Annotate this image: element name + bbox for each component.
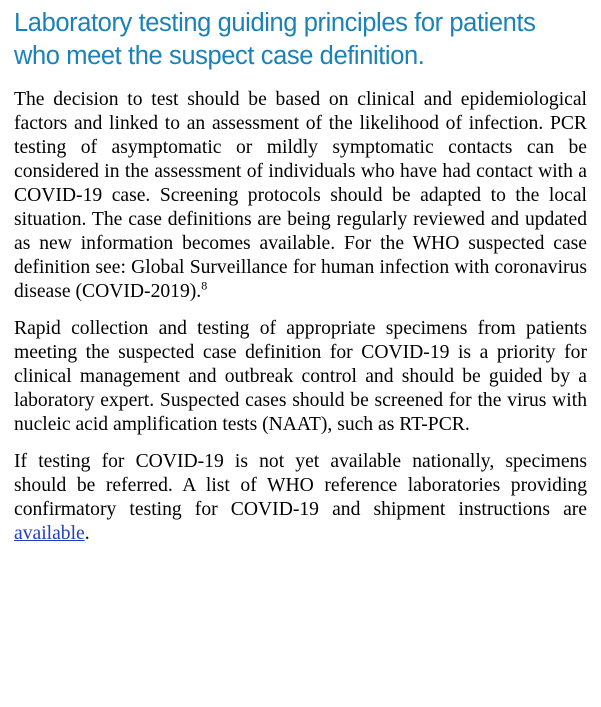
footnote-reference[interactable]: 8 <box>201 278 208 293</box>
paragraph-text: Rapid collection and testing of appropriate specimens from patients meeting the suspected case definition for COVID-19 is a priority for clinical management and outbreak control and should be guided by a laboratory expert. Suspected cases should be screened for the virus with nucleic acid amplification tests (NAAT), such as RT-PCR. <box>14 318 587 435</box>
paragraph-text: If testing for COVID-19 is not yet available nationally, specimens should be referred. A list of WHO reference laboratories providing confirmatory testing for COVID-19 and shipment instructions are <box>14 451 587 520</box>
paragraph-text: The decision to test should be based on clinical and epidemiological factors and linked to an assessment of the likelihood of infection. PCR testing of asymptomatic or mildly symptomatic contacts can be considered in the assessment of individuals who have had contact with a COVID-19 case. Screening protocols should be adapted to the local situation. The case definitions are being regularly reviewed and updated as new information becomes available. For the WHO suspected case definition see: Global Surveillance for human infection with coronavirus disease (COVID-2019). <box>14 89 587 302</box>
paragraph-referral <box>14 450 587 546</box>
paragraph-rapid-collection <box>14 317 587 437</box>
available-link[interactable]: available <box>14 523 85 544</box>
paragraph-decision-to-test <box>14 88 587 304</box>
section-heading: Laboratory testing guiding principles for patients who meet the suspect case definition. <box>14 9 536 70</box>
paragraph-trailing-punctuation: . <box>84 523 90 544</box>
